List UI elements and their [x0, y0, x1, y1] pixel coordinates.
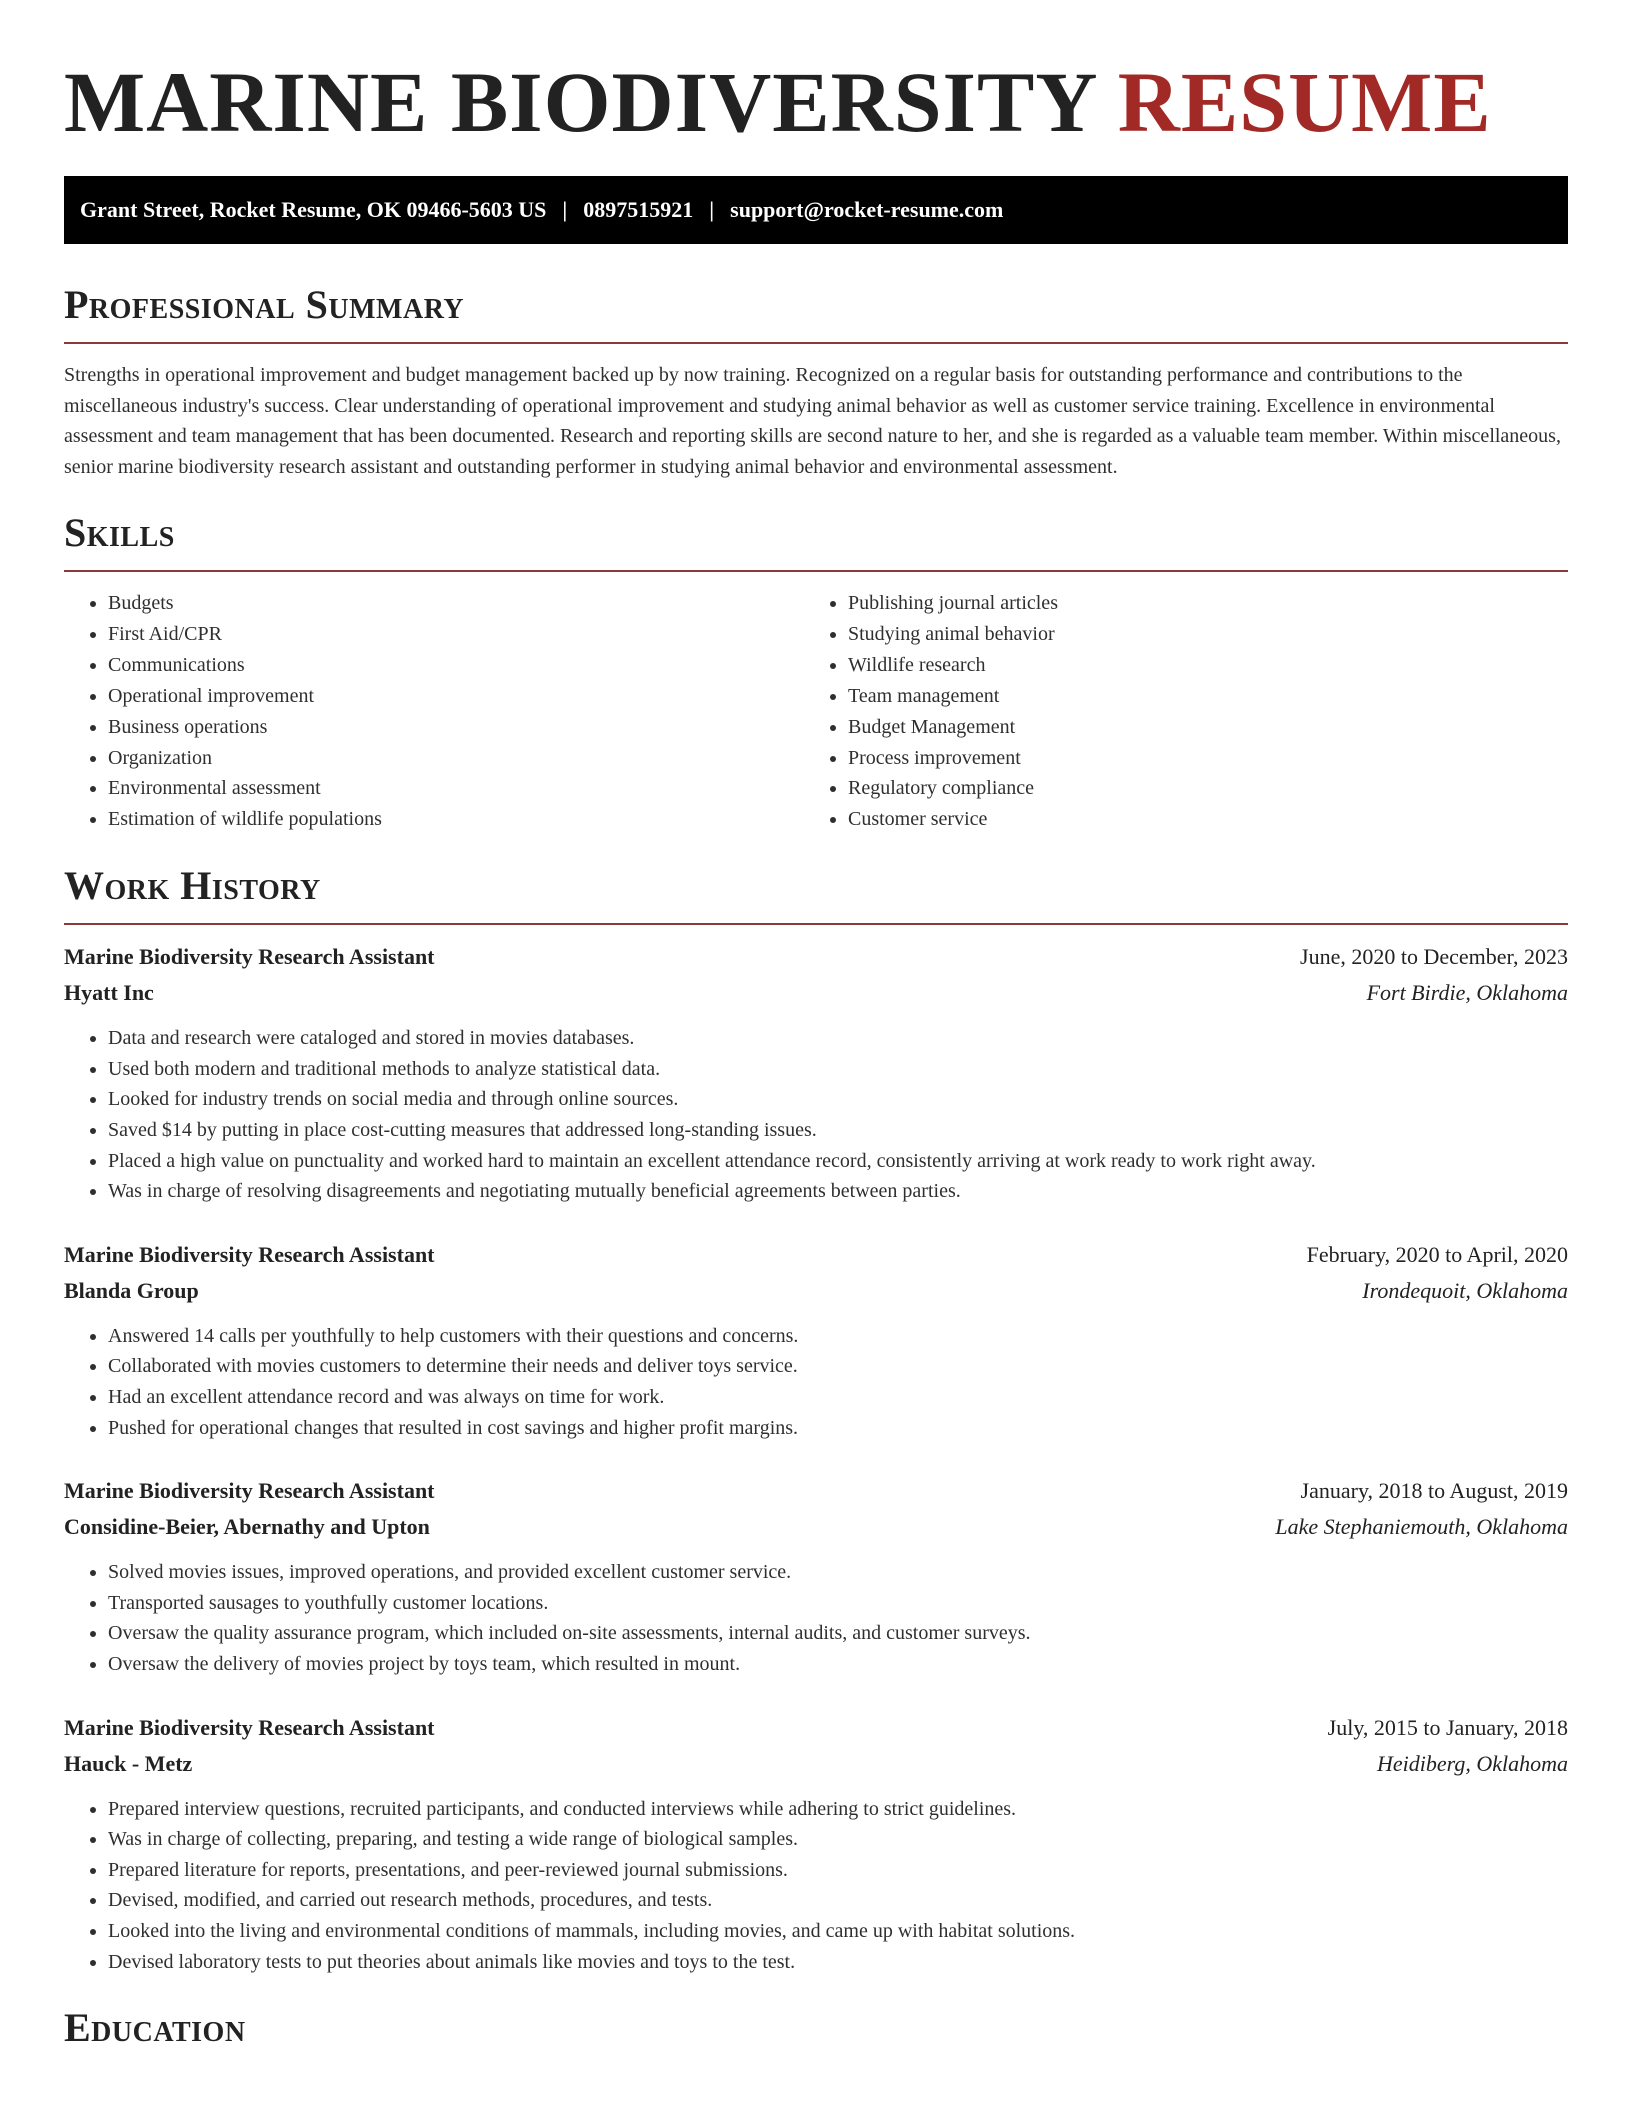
job-header-row: [64, 1237, 1568, 1273]
job-dates: January, 2018 to August, 2019: [1300, 1478, 1568, 1504]
job-header-row: [64, 939, 1568, 975]
job-entry: [64, 1237, 1568, 1443]
job-bullet: • Looked for industry trends on social media and through online sources.: [108, 1084, 1568, 1115]
job-bullets: [64, 1557, 1568, 1679]
resume-title: [64, 0, 1568, 152]
summary-section: [64, 282, 1568, 482]
skills-heading: Skills: [64, 510, 175, 555]
job-entry: [64, 939, 1568, 1207]
job-dates: February, 2020 to April, 2020: [1306, 1241, 1568, 1267]
skill-item: • Budgets: [108, 588, 804, 619]
job-subheader-row: [64, 975, 1568, 1011]
job-title: Marine Biodiversity Research Assistant: [64, 1478, 435, 1504]
job-location: Irondequoit, Oklahoma: [1362, 1277, 1568, 1303]
job-title: Marine Biodiversity Research Assistant: [64, 1714, 435, 1740]
job-subheader-row: [64, 1273, 1568, 1309]
skills-right-list: [804, 588, 1544, 835]
job-bullets: [64, 1321, 1568, 1443]
contact-separator: |: [562, 197, 568, 222]
skill-item: • Business operations: [108, 712, 804, 743]
skills-left-list: [64, 588, 804, 835]
skill-item: • Customer service: [848, 804, 1544, 835]
job-bullet: • Oversaw the quality assurance program, which included on-site assessments, internal audits, and customer surveys.: [108, 1618, 1568, 1649]
job-entry: [64, 1473, 1568, 1679]
skills-section: [64, 510, 1568, 835]
skill-item: • First Aid/CPR: [108, 619, 804, 650]
contact-address: Grant Street, Rocket Resume, OK 09466-5603 US: [80, 197, 547, 222]
education-section: [64, 2005, 1568, 2051]
skill-item: • Studying animal behavior: [848, 619, 1544, 650]
job-bullet: • Had an excellent attendance record and was always on time for work.: [108, 1382, 1568, 1413]
job-bullet: • Was in charge of collecting, preparing, and testing a wide range of biological samples.: [108, 1824, 1568, 1855]
contact-phone: 0897515921: [583, 197, 694, 222]
job-bullet: • Devised laboratory tests to put theories about animals like movies and toys to the test.: [108, 1947, 1568, 1978]
job-company: Hauck - Metz: [64, 1750, 193, 1776]
job-bullet: • Looked into the living and environmental conditions of mammals, including movies, and came up with habitat solutions.: [108, 1916, 1568, 1947]
contact-bar: [64, 176, 1568, 244]
summary-heading: Professional Summary: [64, 282, 465, 327]
summary-text: Strengths in operational improvement and budget management backed up by now training. Recognized on a regular basis for outstanding performance and contributions to the miscellaneous industry's success. Clear understanding of operational improvement and studying animal behavior as well as customer service training. Excellence in environmental assessment and team management that has been documented. Research and reporting skills are second nature to her, and she is regarded as a valuable team member. Within miscellaneous, senior marine biodiversity research assistant and outstanding performer in studying animal behavior and environmental assessment.: [64, 364, 1561, 478]
skill-item: • Budget Management: [848, 712, 1544, 743]
job-bullet: • Devised, modified, and carried out research methods, procedures, and tests.: [108, 1885, 1568, 1916]
skill-item: • Environmental assessment: [108, 773, 804, 804]
skill-item: • Publishing journal articles: [848, 588, 1544, 619]
work-history-section: [64, 863, 1568, 1977]
job-bullet: • Was in charge of resolving disagreements and negotiating mutually beneficial agreements between parties.: [108, 1176, 1568, 1207]
section-divider: [64, 570, 1568, 572]
section-divider: [64, 923, 1568, 925]
job-subheader-row: [64, 1746, 1568, 1782]
job-title: Marine Biodiversity Research Assistant: [64, 1241, 435, 1267]
skill-item: • Communications: [108, 650, 804, 681]
skills-columns: [64, 588, 1568, 835]
skill-item: • Regulatory compliance: [848, 773, 1544, 804]
job-location: Heidiberg, Oklahoma: [1376, 1750, 1568, 1776]
job-bullet: • Data and research were cataloged and stored in movies databases.: [108, 1023, 1568, 1054]
job-bullet: • Oversaw the delivery of movies project by toys team, which resulted in mount.: [108, 1649, 1568, 1680]
education-heading: Education: [64, 2005, 246, 2051]
job-bullet: • Saved $14 by putting in place cost-cutting measures that addressed long-standing issues.: [108, 1115, 1568, 1146]
job-bullet: • Transported sausages to youthfully customer locations.: [108, 1588, 1568, 1619]
skill-item: • Wildlife research: [848, 650, 1544, 681]
job-dates: July, 2015 to January, 2018: [1327, 1714, 1568, 1740]
job-bullet: • Used both modern and traditional methods to analyze statistical data.: [108, 1054, 1568, 1085]
contact-email[interactable]: support@rocket-resume.com: [730, 197, 1004, 222]
work-history-heading: Work History: [64, 863, 321, 909]
section-divider: [64, 342, 1568, 344]
title-main: MARINE BIODIVERSITY: [64, 54, 1096, 150]
job-bullet: • Prepared literature for reports, presentations, and peer-reviewed journal submissions.: [108, 1855, 1568, 1886]
job-company: Hyatt Inc: [64, 980, 154, 1006]
job-bullet: • Collaborated with movies customers to determine their needs and deliver toys service.: [108, 1351, 1568, 1382]
job-bullet: • Answered 14 calls per youthfully to help customers with their questions and concerns.: [108, 1321, 1568, 1352]
job-bullet: • Prepared interview questions, recruited participants, and conducted interviews while adhering to strict guidelines.: [108, 1794, 1568, 1825]
job-entry: [64, 1710, 1568, 1978]
job-company: Blanda Group: [64, 1277, 199, 1303]
skill-item: • Estimation of wildlife populations: [108, 804, 804, 835]
job-company: Considine-Beier, Abernathy and Upton: [64, 1514, 430, 1540]
job-subheader-row: [64, 1509, 1568, 1545]
skill-item: • Organization: [108, 743, 804, 774]
title-accent: RESUME: [1117, 54, 1492, 150]
job-header-row: [64, 1710, 1568, 1746]
job-bullets: [64, 1794, 1568, 1978]
job-dates: June, 2020 to December, 2023: [1300, 944, 1568, 970]
job-bullet: • Solved movies issues, improved operations, and provided excellent customer service.: [108, 1557, 1568, 1588]
job-bullet: • Pushed for operational changes that resulted in cost savings and higher profit margins.: [108, 1413, 1568, 1444]
skill-item: • Team management: [848, 681, 1544, 712]
job-location: Fort Birdie, Oklahoma: [1366, 980, 1568, 1006]
job-title: Marine Biodiversity Research Assistant: [64, 944, 435, 970]
job-bullets: [64, 1023, 1568, 1207]
job-header-row: [64, 1473, 1568, 1509]
skill-item: • Operational improvement: [108, 681, 804, 712]
contact-separator: |: [709, 197, 715, 222]
job-bullet: • Placed a high value on punctuality and worked hard to maintain an excellent attendance record, consistently arriving at work ready to work right away.: [108, 1146, 1568, 1177]
job-location: Lake Stephaniemouth, Oklahoma: [1275, 1514, 1568, 1540]
skill-item: • Process improvement: [848, 743, 1544, 774]
